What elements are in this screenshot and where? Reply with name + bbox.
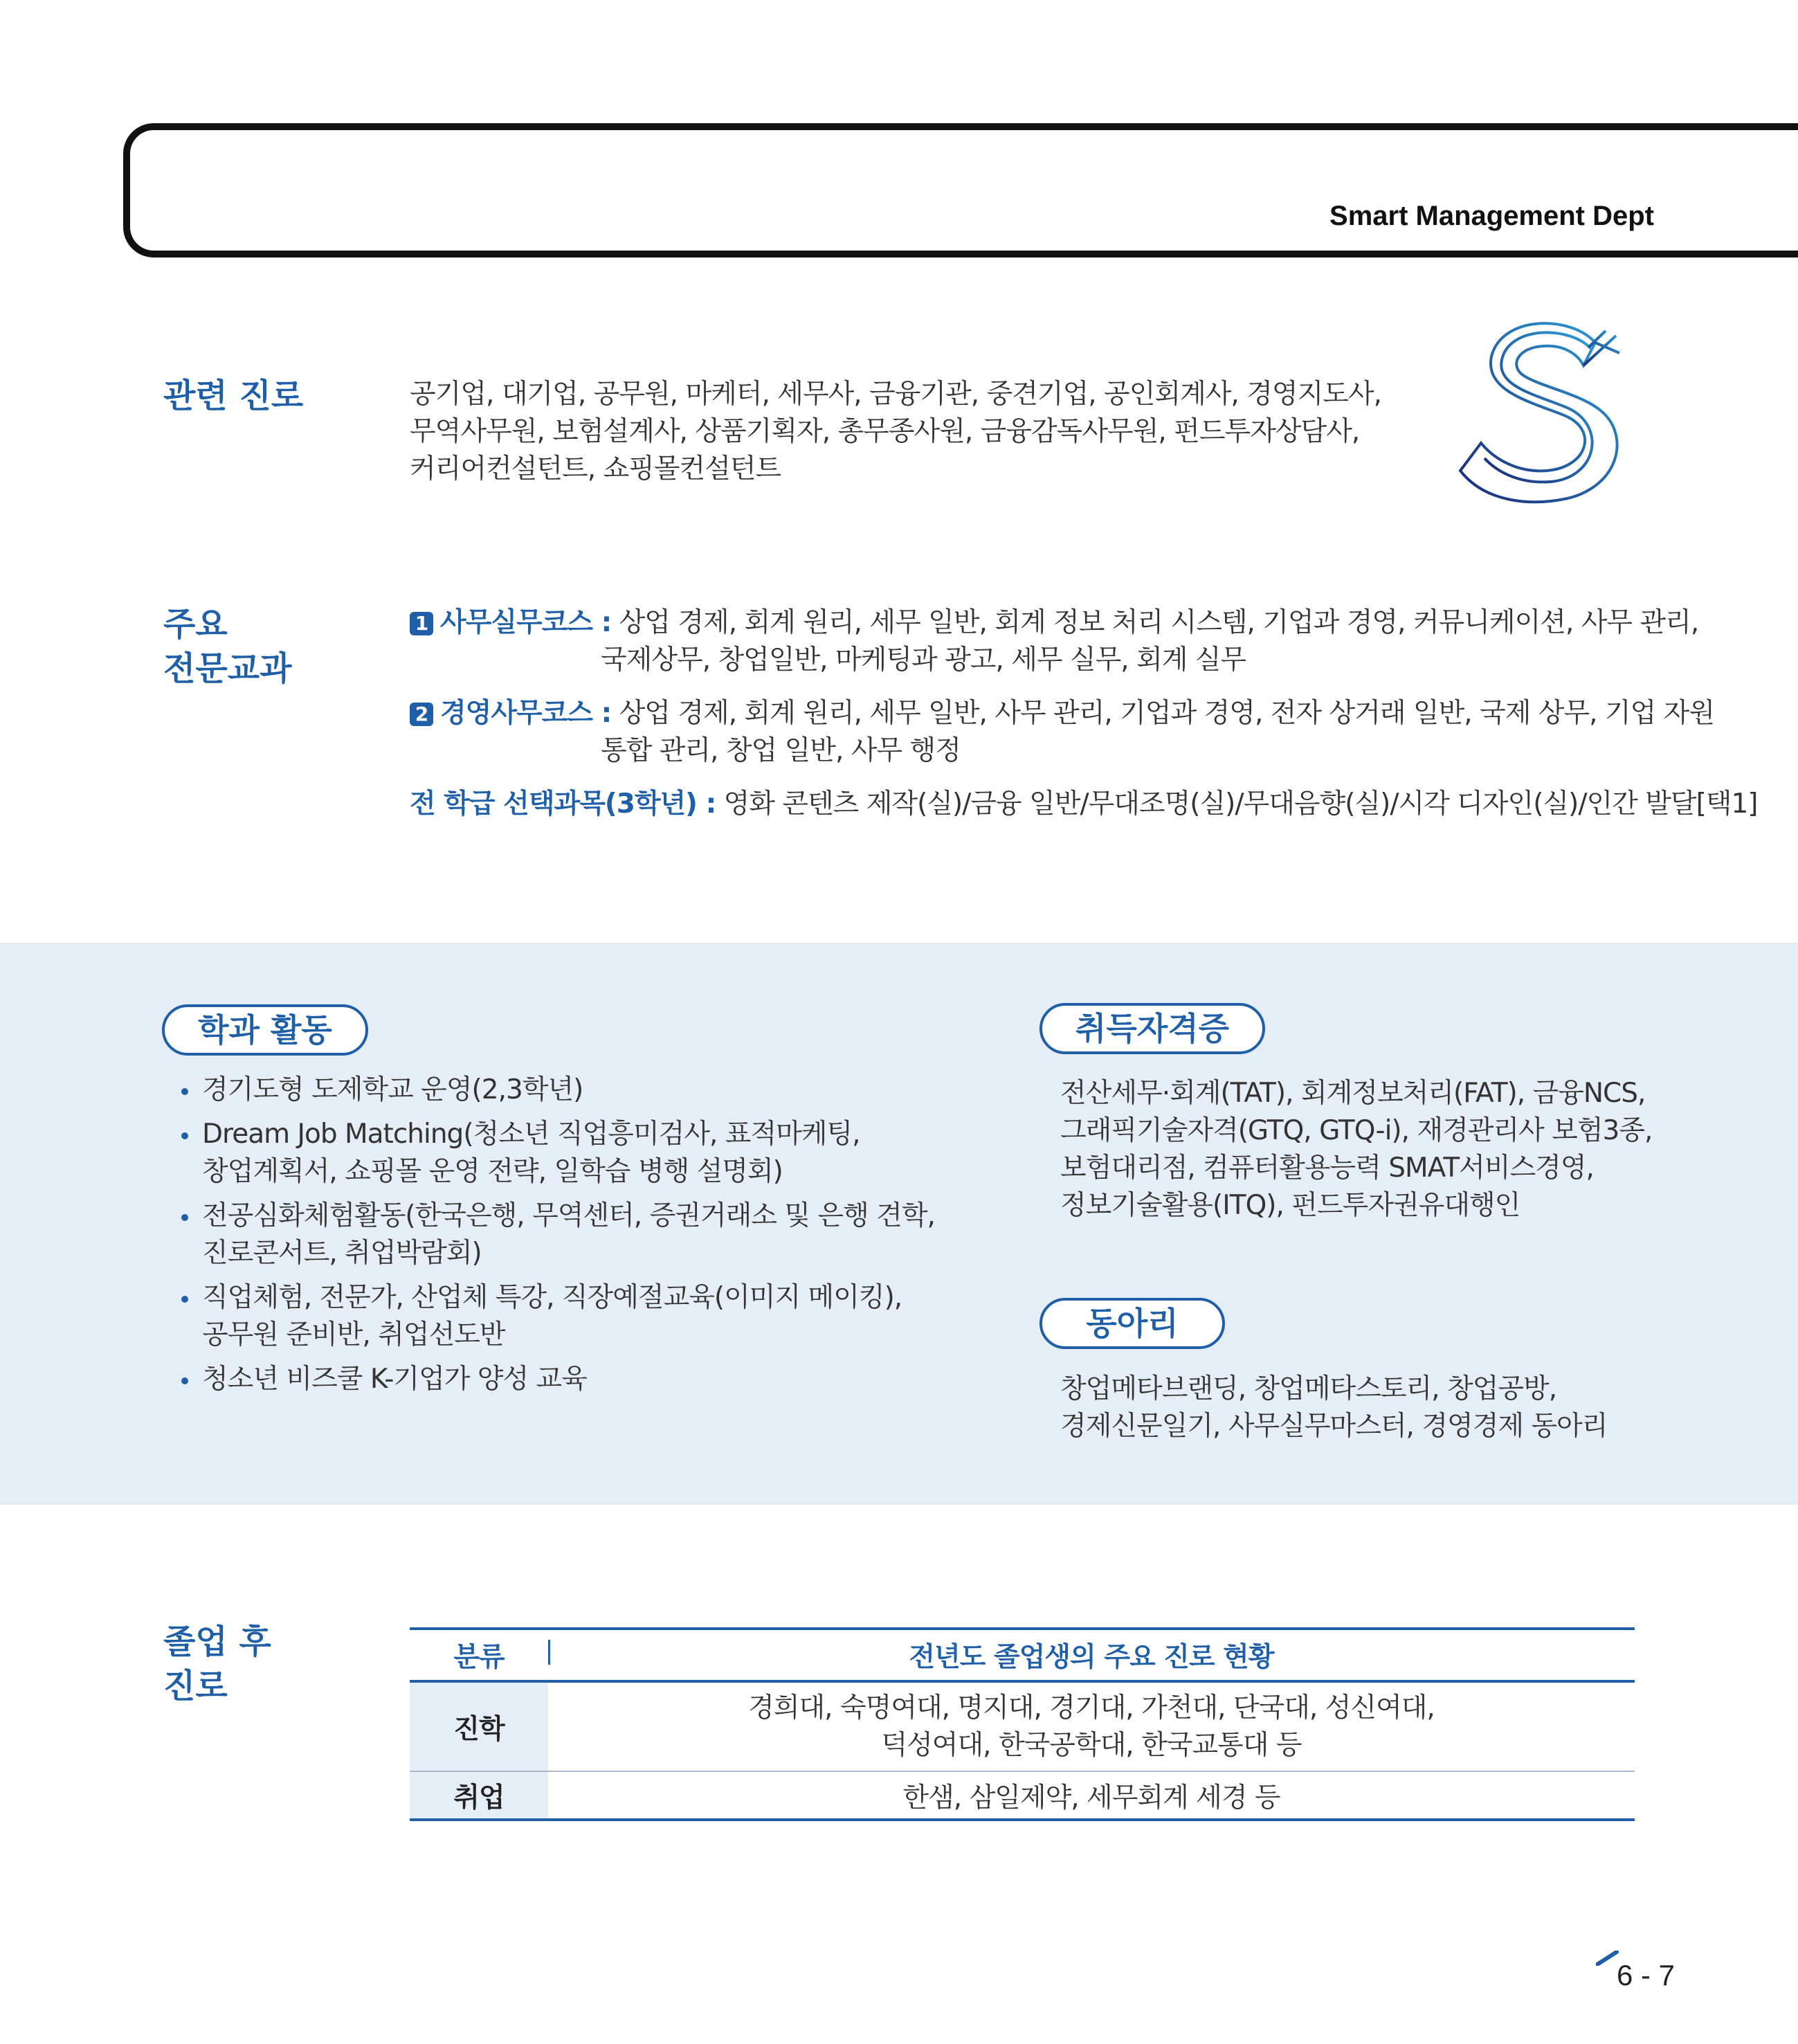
course-2-line2: 통합 관리, 창업 일반, 사무 행정 [601, 735, 961, 766]
graduation-table [410, 1627, 1635, 1821]
row-content: 한샘, 삼일제약, 세무회계 세경 등 [548, 1771, 1635, 1820]
header-content: 전년도 졸업생의 주요 진로 현황 [548, 1629, 1635, 1681]
activities-list [181, 1071, 956, 1405]
certs-line: 전산세무·회계(TAT), 회계정보처리(FAT), 금융NCS, [1060, 1078, 1646, 1109]
list-item: 청소년 비즈쿨 K-기업가 양성 교육 [181, 1361, 956, 1398]
list-item: 전공심화체험활동(한국은행, 무역센터, 증권거래소 및 은행 견학, 진로콘서트, 취업박람회) [181, 1197, 956, 1272]
elective-text: 영화 콘텐츠 제작(실)/금융 일반/무대조명(실)/무대음향(실)/시각 디자인(실)/인간 발달[택1] [723, 788, 1758, 820]
course-2 [410, 695, 1714, 732]
careers-line: 무역사무원, 보험설계사, 상품기획자, 총무종사원, 금융감독사무원, 펀드투자상담사, [410, 416, 1360, 447]
course-1-line2: 국제상무, 창업일반, 마케팅과 광고, 세무 실무, 회계 실무 [601, 644, 1246, 676]
careers-line: 공기업, 대기업, 공무원, 마케터, 세무사, 금융기관, 중견기업, 공인회계사, 경영지도사, [410, 379, 1381, 410]
clubs-line: 경제신문일기, 사무실무마스터, 경영경제 동아리 [1060, 1411, 1608, 1442]
s-logo-icon [1453, 305, 1640, 512]
certs-line: 보험대리점, 컴퓨터활용능력 SMAT서비스경영, [1060, 1152, 1594, 1184]
number-badge-1: 1 [410, 612, 433, 635]
certs-line: 정보기술활용(ITQ), 펀드투자권유대행인 [1060, 1190, 1520, 1221]
course-2-label: 경영사무코스 : [440, 698, 612, 729]
list-item: Dream Job Matching(청소년 직업흥미검사, 표적마케팅, 창업계획서, 쇼핑몰 운영 전략, 일학습 병행 설명회) [181, 1116, 956, 1191]
table-row [410, 1771, 1635, 1820]
row-category: 진학 [410, 1681, 548, 1771]
header-divider [548, 1640, 550, 1665]
graduation-title [163, 1620, 271, 1708]
row-content: 경희대, 숙명여대, 명지대, 경기대, 가천대, 단국대, 성신여대, 덕성여대, 한국공학대, 한국교통대 등 [548, 1681, 1635, 1771]
number-badge-2: 2 [410, 703, 433, 726]
certs-text [1060, 1075, 1652, 1224]
graduation-title-line: 진로 [163, 1667, 228, 1706]
careers-title: 관련 진로 [163, 377, 304, 415]
clubs-line: 창업메타브랜딩, 창업메타스토리, 창업공방, [1060, 1373, 1557, 1404]
table-row [410, 1681, 1635, 1771]
course-1-line1: 상업 경제, 회계 원리, 세무 일반, 회계 정보 처리 시스템, 기업과 경영, 커뮤니케이션, 사무 관리, [619, 607, 1699, 638]
department-name: Smart Management Dept [1329, 201, 1654, 231]
row-category: 취업 [410, 1771, 548, 1820]
course-1 [410, 604, 1698, 642]
careers-line: 커리어컨설턴트, 쇼핑몰컨설턴트 [410, 453, 781, 485]
course-2-line1: 상업 경제, 회계 원리, 세무 일반, 사무 관리, 기업과 경영, 전자 상거래 일반, 국제 상무, 기업 자원 [619, 698, 1715, 729]
elective-label: 전 학급 선택과목(3학년) : [410, 788, 716, 820]
careers-text [410, 376, 1381, 488]
certs-title: 취득자격증 [1039, 1003, 1265, 1054]
page-accent-icon [1596, 1951, 1619, 1966]
list-item: 직업체험, 전문가, 산업체 특강, 직장예절교육(이미지 메이킹), 공무원 준비반, 취업선도반 [181, 1279, 956, 1354]
clubs-text [1060, 1371, 1607, 1445]
course-1-label: 사무실무코스 : [440, 607, 612, 638]
graduation-title-line: 졸업 후 [163, 1622, 271, 1661]
courses-title-line: 전문교과 [163, 649, 292, 688]
table-header-row [410, 1629, 1635, 1681]
clubs-title: 동아리 [1039, 1298, 1225, 1349]
courses-title [163, 602, 291, 691]
certs-line: 그래픽기술자격(GTQ, GTQ-i), 재경관리사 보험3종, [1060, 1115, 1653, 1146]
header-frame [123, 123, 1798, 257]
header-category: 분류 [410, 1629, 548, 1681]
page-number: 6 - 7 [1617, 1959, 1676, 1991]
activities-title: 학과 활동 [162, 1004, 368, 1056]
courses-title-line: 주요 [163, 605, 228, 644]
list-item: 경기도형 도제학교 운영(2,3학년) [181, 1071, 956, 1109]
elective [410, 786, 1758, 823]
